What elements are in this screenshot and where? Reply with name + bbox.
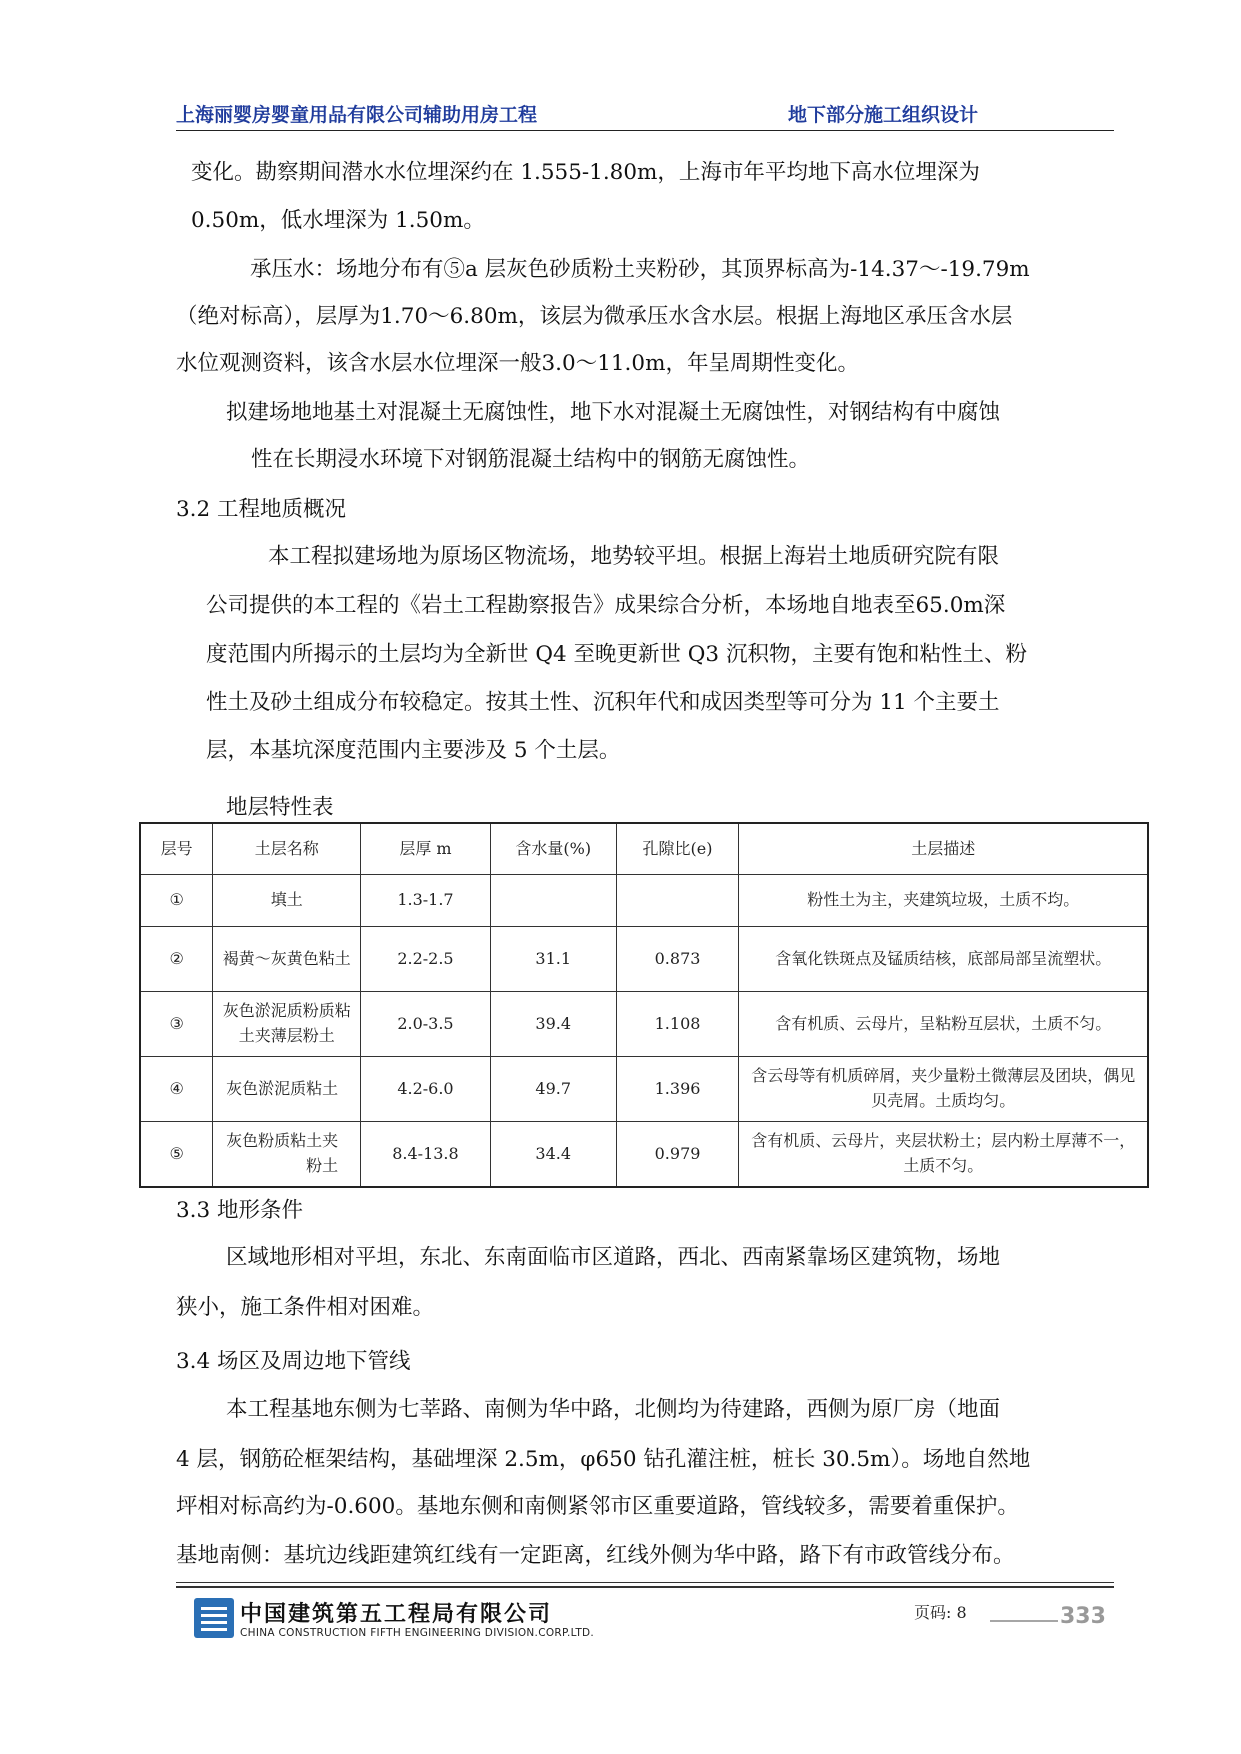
layer-description: 粉性土为主，夹建筑垃圾，土质不均。 <box>739 875 1148 927</box>
body-text-line: 4 层，钢筋砼框架结构，基础埋深 2.5m，φ650 钻孔灌注桩，桩长 30.5m）。场地自然地 <box>176 1447 1031 1472</box>
section-heading: 3.4 场区及周边地下管线 <box>176 1349 411 1374</box>
layer-number: ③ <box>140 992 213 1057</box>
header-document-title: 地下部分施工组织设计 <box>788 104 979 126</box>
body-text-line: 本工程拟建场地为原场区物流场，地势较平坦。根据上海岩土地质研究院有限 <box>268 544 1000 569</box>
page-header <box>176 96 1114 131</box>
layer-water-content: 39.4 <box>490 992 616 1057</box>
layer-thickness: 4.2-6.0 <box>361 1057 491 1122</box>
layer-void-ratio: 1.108 <box>616 992 739 1057</box>
body-text-line: 变化。勘察期间潜水水位埋深约在 1.555-1.80m，上海市年平均地下高水位埋深为 <box>191 160 980 185</box>
body-text-line: 坪相对标高约为-0.600。基地东侧和南侧紧邻市区重要道路，管线较多，需要着重保护。 <box>176 1494 1019 1519</box>
body-text-line: 本工程基地东侧为七莘路、南侧为华中路，北侧均为待建路，西侧为原厂房（地面 <box>226 1397 1001 1422</box>
layer-thickness: 1.3-1.7 <box>361 875 491 927</box>
body-text-line: 区域地形相对平坦，东北、东南面临市区道路，西北、西南紧靠场区建筑物，场地 <box>226 1245 1001 1270</box>
layer-name: 填土 <box>213 875 361 927</box>
company-name-en: CHINA CONSTRUCTION FIFTH ENGINEERING DIVISION.CORP.LTD. <box>240 1627 595 1639</box>
layer-description: 含云母等有机质碎屑，夹少量粉土微薄层及团块，偶见贝壳屑。土质均匀。 <box>739 1057 1148 1122</box>
body-text-line: （绝对标高），层厚为1.70～6.80m，该层为微承压水含水层。根据上海地区承压含水层 <box>176 304 1013 329</box>
company-name-cn: 中国建筑第五工程局有限公司 <box>240 1602 553 1627</box>
table-row <box>140 1057 1148 1122</box>
layer-number: ② <box>140 927 213 992</box>
layer-thickness: 2.0-3.5 <box>361 992 491 1057</box>
layer-void-ratio: 0.873 <box>616 927 739 992</box>
layer-number: ① <box>140 875 213 927</box>
body-text-line: 水位观测资料，该含水层水位埋深一般3.0～11.0m，年呈周期性变化。 <box>176 351 859 376</box>
table-header-cell: 土层描述 <box>739 823 1148 875</box>
layer-number: ④ <box>140 1057 213 1122</box>
body-text-line: 性土及砂土组成分布较稳定。按其土性、沉积年代和成因类型等可分为 11 个主要土 <box>206 690 1000 715</box>
table-row <box>140 992 1148 1057</box>
page-number: 页码: 8 <box>914 1603 967 1622</box>
table-header-cell: 层厚 m <box>361 823 491 875</box>
table-header-cell: 层号 <box>140 823 213 875</box>
layer-description: 含有机质、云母片，呈粘粉互层状，土质不匀。 <box>739 992 1148 1057</box>
body-text-line: 狭小，施工条件相对困难。 <box>176 1295 435 1320</box>
layer-description: 含有机质、云母片，夹层状粉土；层内粉土厚薄不一，土质不匀。 <box>739 1122 1148 1188</box>
header-project-title: 上海丽婴房婴童用品有限公司辅助用房工程 <box>176 104 538 126</box>
section-heading: 3.2 工程地质概况 <box>176 497 347 522</box>
footer-divider <box>176 1582 1114 1583</box>
section-heading: 3.3 地形条件 <box>176 1198 304 1223</box>
layer-void-ratio <box>616 875 739 927</box>
table-row <box>140 875 1148 927</box>
body-text-line: 承压水：场地分布有⑤a 层灰色砂质粉土夹粉砂，其顶界标高为-14.37～-19.79m <box>250 257 1030 282</box>
layer-water-content: 34.4 <box>490 1122 616 1188</box>
layer-void-ratio: 1.396 <box>616 1057 739 1122</box>
table-header-cell: 含水量(%) <box>490 823 616 875</box>
layer-name: 灰色淤泥质粉质粘土夹薄层粉土 <box>213 992 361 1057</box>
layer-name: 灰色淤泥质粘土 <box>213 1057 361 1122</box>
layer-description: 含氧化铁斑点及锰质结核，底部局部呈流塑状。 <box>739 927 1148 992</box>
body-text-line: 度范围内所揭示的土层均为全新世 Q4 至晚更新世 Q3 沉积物，主要有饱和粘性土、粉 <box>206 642 1027 667</box>
layer-water-content: 31.1 <box>490 927 616 992</box>
body-text-line: 基地南侧：基坑边线距建筑红线有一定距离，红线外侧为华中路，路下有市政管线分布。 <box>176 1543 1015 1568</box>
footer-divider-thick <box>176 1586 1114 1588</box>
page-decoration-icon <box>990 1601 1106 1629</box>
table-caption: 地层特性表 <box>226 795 334 820</box>
company-logo-icon <box>194 1598 234 1638</box>
layer-void-ratio: 0.979 <box>616 1122 739 1188</box>
body-text-line: 0.50m，低水埋深为 1.50m。 <box>191 208 485 233</box>
table-header-cell: 孔隙比(e) <box>616 823 739 875</box>
table-row <box>140 1122 1148 1188</box>
svg-text:333: 333 <box>1060 1604 1106 1629</box>
layer-name: 灰色粉质粘土夹粉土 <box>213 1122 361 1188</box>
layer-thickness: 8.4-13.8 <box>361 1122 491 1188</box>
body-text-line: 公司提供的本工程的《岩土工程勘察报告》成果综合分析，本场地自地表至65.0m深 <box>206 593 1006 618</box>
layer-water-content: 49.7 <box>490 1057 616 1122</box>
layer-water-content <box>490 875 616 927</box>
body-text-line: 性在长期浸水环境下对钢筋混凝土结构中的钢筋无腐蚀性。 <box>251 447 811 472</box>
layer-name: 褐黄～灰黄色粘土 <box>213 927 361 992</box>
table-row <box>140 927 1148 992</box>
body-text-line: 拟建场地地基土对混凝土无腐蚀性，地下水对混凝土无腐蚀性，对钢结构有中腐蚀 <box>226 400 1001 425</box>
layer-number: ⑤ <box>140 1122 213 1188</box>
layer-thickness: 2.2-2.5 <box>361 927 491 992</box>
table-header-cell: 土层名称 <box>213 823 361 875</box>
strata-table <box>139 822 1149 1188</box>
table-header-row <box>140 823 1148 875</box>
body-text-line: 层，本基坑深度范围内主要涉及 5 个土层。 <box>206 738 621 763</box>
